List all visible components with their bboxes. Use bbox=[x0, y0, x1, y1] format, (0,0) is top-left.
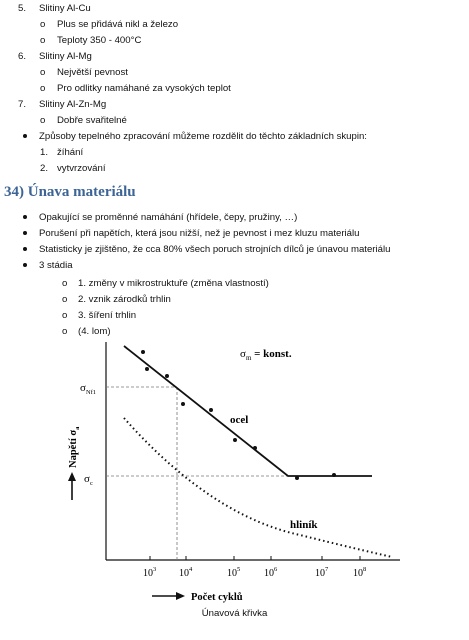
x-tick-label: $10^8$ bbox=[353, 566, 367, 579]
x-tick-label: $10^7$ bbox=[315, 566, 329, 579]
list-item: vytvrzování bbox=[57, 163, 106, 174]
stage-item: (4. lom) bbox=[78, 326, 111, 337]
bullet-text: Porušení při napětích, která jsou nižší, než je pevnost i mez kluzu materiálu bbox=[39, 228, 360, 239]
stage-item: 3. šíření trhlin bbox=[78, 310, 137, 321]
list-number: 6. bbox=[18, 51, 27, 62]
list-item: Slitiny Al-Zn-Mg bbox=[39, 99, 107, 110]
x-tick-label: $10^3$ bbox=[143, 566, 157, 579]
sub-list-item: Plus se přidává nikl a železo bbox=[57, 19, 179, 30]
sub-bullet-icon: o bbox=[40, 67, 46, 78]
stage-item: 1. změny v mikrostruktuře (změna vlastností) bbox=[78, 278, 269, 289]
steel-curve bbox=[124, 346, 372, 476]
list-item: Slitiny Al-Cu bbox=[39, 3, 91, 14]
bullet-text: Statisticky je zjištěno, že cca 80% všech poruch strojních dílců je únavou materiálu bbox=[39, 244, 391, 255]
section-heading: 34) Únava materiálu bbox=[4, 184, 136, 200]
y-axis-label: Napětí $\sigma_a$ bbox=[68, 426, 81, 468]
const-label: $\sigma_m$ = konst. bbox=[240, 348, 292, 362]
x-axis-label: Počet cyklů bbox=[191, 592, 243, 603]
aluminium-label: hliník bbox=[290, 519, 318, 531]
bullet-icon bbox=[23, 263, 27, 267]
bullet-icon bbox=[23, 134, 27, 138]
aluminium-curve bbox=[124, 418, 392, 557]
list-number: 1. bbox=[40, 147, 49, 158]
sub-bullet-icon: o bbox=[40, 83, 46, 94]
x-tick-labels bbox=[143, 566, 366, 579]
list-number: 2. bbox=[40, 163, 49, 174]
sub-list-item: Teploty 350 - 400°C bbox=[57, 35, 142, 46]
sub-bullet-icon: o bbox=[62, 278, 68, 289]
up-arrow-icon bbox=[68, 472, 76, 481]
sub-list-item: Dobře svařitelné bbox=[57, 115, 127, 126]
bullet-icon bbox=[23, 231, 27, 235]
y-tick-endurance: $\sigma_c$ bbox=[84, 473, 93, 487]
list-number: 5. bbox=[18, 3, 27, 14]
bullet-text: 3 stádia bbox=[39, 260, 73, 271]
bullet-text: Způsoby tepelného zpracování můžeme rozdělit do těchto základních skupin: bbox=[39, 131, 367, 142]
sub-list-item: Největší pevnost bbox=[57, 67, 128, 78]
x-tick-label: $10^6$ bbox=[264, 566, 278, 579]
y-tick-nf1: $\sigma_{Nf1}$ bbox=[80, 382, 97, 396]
list-number: 7. bbox=[18, 99, 27, 110]
x-tick-label: $10^5$ bbox=[227, 566, 241, 579]
sub-bullet-icon: o bbox=[40, 19, 46, 30]
list-item: Slitiny Al-Mg bbox=[39, 51, 92, 62]
figure-caption: Únavová křivka bbox=[201, 608, 268, 619]
stage-item: 2. vznik zárodků trhlin bbox=[78, 294, 171, 305]
sub-bullet-icon: o bbox=[62, 294, 68, 305]
sub-list-item: Pro odlitky namáhané za vysokých teplot bbox=[57, 83, 231, 94]
sub-bullet-icon: o bbox=[40, 115, 46, 126]
bullet-icon bbox=[23, 247, 27, 251]
steel-label: ocel bbox=[230, 414, 249, 426]
bullet-text: Opakující se proměnné namáhání (hřídele, čepy, pružiny, …) bbox=[39, 212, 298, 223]
x-tick-label: $10^4$ bbox=[179, 566, 193, 579]
fatigue-curve-figure bbox=[0, 330, 469, 605]
bullet-icon bbox=[23, 215, 27, 219]
right-arrow-icon bbox=[176, 592, 185, 600]
sub-bullet-icon: o bbox=[62, 310, 68, 321]
sub-bullet-icon: o bbox=[40, 35, 46, 46]
list-item: žíhání bbox=[57, 147, 84, 158]
sub-bullet-icon: o bbox=[62, 326, 68, 337]
